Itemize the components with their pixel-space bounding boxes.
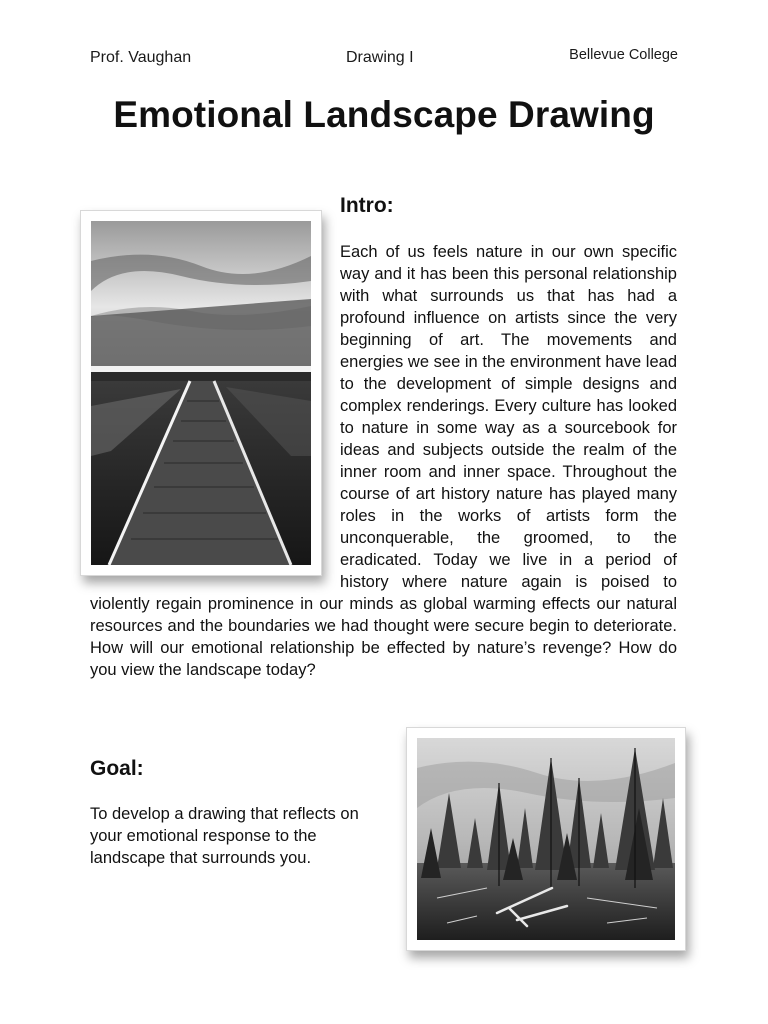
instructor-name: Prof. Vaughan xyxy=(90,49,192,66)
school-name: Bellevue College xyxy=(569,47,678,63)
page-title: Emotional Landscape Drawing xyxy=(113,94,655,135)
intro-heading: Intro: xyxy=(340,194,394,217)
intro-paragraph: Each of us feels nature in our own specific way and it has been this personal relationship with what surrounds us that has had a profound influence on artists since the very beginning of art. The movements and energies we see in the environment have lead to the development of simple designs and complex renderings. Every culture has looked to nature in some way as a sourcebook for ideas and subjects outside the realm of the inner room and inner space. Throughout the course of art history nature has played many roles in the works of artists form the unconquerable, the groomed, to the eradicated. Today we live in a period of history where nature again is poised to violently regain prominence in our minds as global warming effects our natural resources and the boundaries we had thought were secure begin to deteriorate. How will our emotional relationship be effected by nature’s revenge? How do you view the landscape today? xyxy=(90,243,677,679)
course-name: Drawing I xyxy=(346,49,414,66)
boardwalk-drawing-image xyxy=(80,210,322,576)
forest-drawing-image xyxy=(406,727,686,951)
forest-charcoal-drawing xyxy=(417,738,675,940)
boardwalk-charcoal-drawing xyxy=(91,221,311,565)
goal-heading: Goal: xyxy=(90,757,144,780)
goal-paragraph: To develop a drawing that reflects on your emotional response to the landscape that surrounds you. xyxy=(90,805,359,867)
intro-section xyxy=(90,241,677,681)
